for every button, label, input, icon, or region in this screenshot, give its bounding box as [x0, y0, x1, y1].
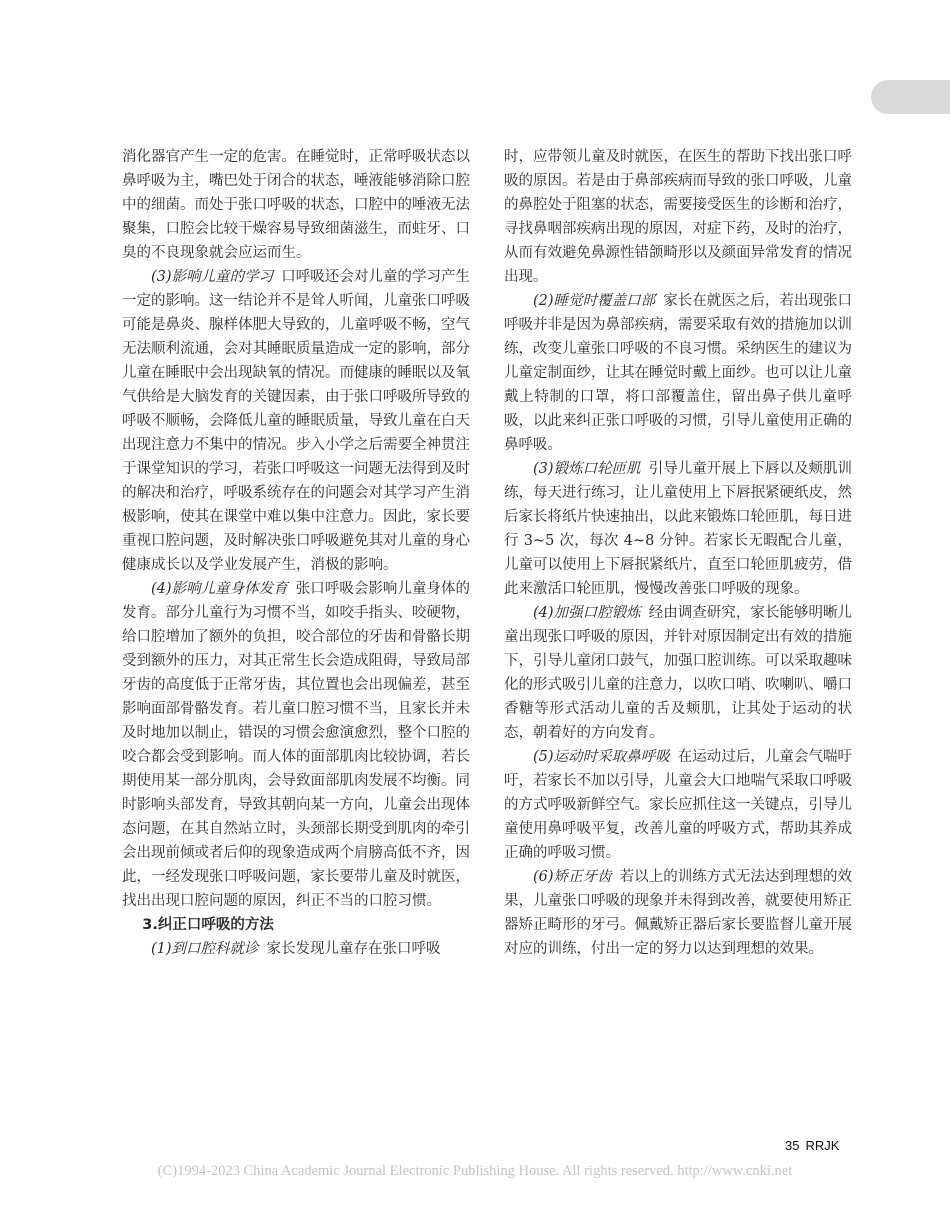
paragraph-text: 若以上的训练方式无法达到理想的效果，儿童张口呼吸的现象并未得到改善，就要使用矫正器矫正畸形的牙弓。佩戴矫正器后家长要监督儿童开展对应的训练，付出一定的努力以达到理想的效果。	[504, 869, 852, 957]
copyright-notice: (C)1994-2023 China Academic Journal Electronic Publishing House. All rights reserved. http://www.cnki.net	[157, 1163, 793, 1179]
right-paragraph-3	[504, 457, 852, 601]
subheading-dental-visit: (1)到口腔科就诊	[151, 941, 259, 957]
left-paragraph-4	[122, 937, 470, 961]
subheading-cover-mouth: (2)睡觉时覆盖口部	[533, 293, 656, 309]
subheading-learning: (3)影响儿童的学习	[151, 269, 274, 285]
paragraph-text: 在运动过后，儿童会气喘吁吁，若家长不加以引导，儿童会大口地喘气采取口呼吸的方式呼吸新鲜空气。家长应抓住这一关键点，引导儿童使用鼻呼吸平复，改善儿童的呼吸方式，帮助其养成正确的呼吸习惯。	[504, 749, 852, 861]
subheading-nasal-breathing: (5)运动时采取鼻呼吸	[533, 749, 670, 765]
page-edge-tab	[871, 80, 950, 114]
right-paragraph-2	[504, 289, 852, 457]
page-number: 35	[785, 1138, 800, 1153]
left-paragraph-3	[122, 577, 470, 913]
paragraph-text: 张口呼吸会影响儿童身体的发育。部分儿童行为习惯不当，如咬手指头、咬硬物，给口腔增加了额外的负担，咬合部位的牙齿和骨骼长期受到额外的压力，对其正常生长会造成阻碍，导致局部牙齿的高度低于正常牙齿，其位置也会出现偏差，甚至影响面部骨骼发育。若儿童口腔习惯不当，且家长并未及时地加以制止，错误的习惯会愈演愈烈，整个口腔的咬合都会受到影响。而人体的面部肌肉比较协调，若长期使用某一部分肌肉，会导致面部肌肉发展不均衡。同时影响头部发育，导致其朝向某一方向，儿童会出现体态问题，在其自然站立时，头颈部长期受到肌肉的牵引会出现前倾或者后仰的现象造成两个肩膀高低不齐，因此，一经发现张口呼吸问题，家长要带儿童及时就医，找出出现口腔问题的原因，纠正不当的口腔习惯。	[122, 581, 470, 909]
right-paragraph-1: 时，应带领儿童及时就医，在医生的帮助下找出张口呼吸的原因。若是由于鼻部疾病而导致的张口呼吸，儿童的鼻腔处于阻塞的状态，需要接受医生的诊断和治疗，寻找鼻咽部疾病出现的原因，对症下药，及时的治疗，从而有效避免鼻源性错颌畸形以及颜面异常发育的情况出现。	[504, 149, 852, 285]
section-heading: 3.纠正口呼吸的方法	[142, 917, 274, 933]
paragraph-text: 口呼吸还会对儿童的学习产生一定的影响。这一结论并不是耸人听闻，儿童张口呼吸可能是鼻炎、腺样体肥大导致的，儿童呼吸不畅，空气无法顺利流通，会对其睡眠质量造成一定的影响，部分儿童在睡眠中会出现缺氧的情况。而健康的睡眠以及氧气供给是大脑发育的关键因素，由于张口呼吸所导致的呼吸不顺畅，会降低儿童的睡眠质量，导致儿童在白天出现注意力不集中的情况。步入小学之后需要全神贯注于课堂知识的学习，若张口呼吸这一问题无法得到及时的解决和治疗，呼吸系统存在的问题会对其学习产生消极影响，使其在课堂中难以集中注意力。因此，家长要重视口腔问题，及时解决张口呼吸避免其对儿童的身心健康成长以及学业发展产生，消极的影响。	[122, 269, 471, 573]
paragraph-text: 家长在就医之后，若出现张口呼吸并非是因为鼻部疾病，需要采取有效的措施加以训练，改变儿童张口呼吸的不良习惯。采纳医生的建议为儿童定制面纱，让其在睡觉时戴上面纱。也可以让儿童戴上特制的口罩，将口部覆盖住，留出鼻子供儿童呼吸，以此来纠正张口呼吸的习惯，引导儿童使用正确的鼻呼吸。	[504, 293, 853, 453]
right-paragraph-5	[504, 745, 852, 865]
subheading-oral-exercise: (4)加强口腔锻炼	[533, 605, 641, 621]
left-paragraph-1: 消化器官产生一定的危害。在睡觉时，正常呼吸状态以鼻呼吸为主，嘴巴处于闭合的状态，唾液能够消除口腔中的细菌。而处于张口呼吸的状态，口腔中的唾液无法聚集，口腔会比较干燥容易导致细菌滋生，而蛀牙、口臭的不良现象就会应运而生。	[122, 149, 470, 261]
paragraph-text: 经由调查研究，家长能够明晰儿童出现张口呼吸的原因，并针对原因制定出有效的措施下，引导儿童闭口鼓气，加强口腔训练。可以采取趣味化的形式吸引儿童的注意力，以吹口哨、吹喇叭、嚼口香糖等形式活动儿童的舌及颊肌，让其处于运动的状态，朝着好的方向发育。	[504, 605, 852, 741]
subheading-body-development: (4)影响儿童身体发育	[151, 581, 288, 597]
subheading-orthodontics: (6)矫正牙齿	[533, 869, 612, 885]
left-column	[122, 145, 470, 961]
paragraph-text: 家长发现儿童存在张口呼吸	[266, 941, 441, 957]
page-footer	[785, 1138, 839, 1153]
right-paragraph-6	[504, 865, 852, 961]
left-paragraph-2	[122, 265, 470, 577]
right-column	[504, 145, 852, 961]
paragraph-text: 引导儿童开展上下唇以及颊肌训练，每天进行练习，让儿童使用上下唇抿紧硬纸皮，然后家长将纸片快速抽出，以此来锻炼口轮匝肌，每日进行 3~5 次，每次 4~8 分钟。若家长无暇配合儿童，儿童可以使用上下唇抿紧纸片，直至口轮匝肌疲劳，借此来激活口轮匝肌，慢慢改善张口呼吸的现象。	[504, 461, 852, 597]
right-paragraph-4	[504, 601, 852, 745]
subheading-orbicularis: (3)锻炼口轮匝肌	[533, 461, 641, 477]
journal-code: RRJK	[805, 1138, 840, 1153]
